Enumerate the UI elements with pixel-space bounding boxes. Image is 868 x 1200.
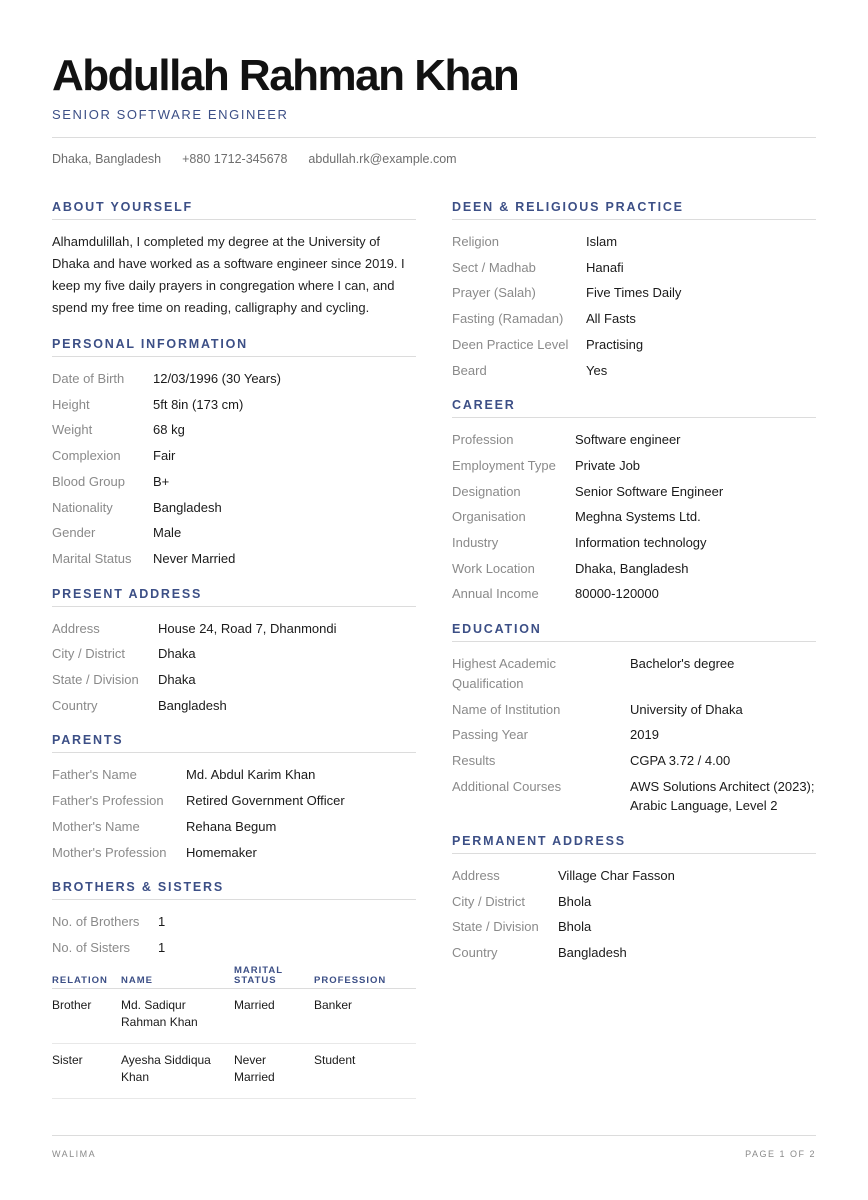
field-label: Blood Group [52, 473, 125, 489]
field-label: No. of Brothers [52, 914, 140, 930]
section-title: BROTHERS & SISTERS [52, 880, 416, 900]
list-item [52, 938, 416, 958]
list-item [52, 420, 416, 440]
contact-location: Dhaka, Bangladesh [52, 152, 162, 166]
field-value: Private Job [575, 457, 641, 473]
section-title: ABOUT YOURSELF [52, 200, 416, 220]
table-row [52, 1043, 416, 1098]
field-label: Industry [452, 535, 499, 551]
career-list [452, 430, 816, 604]
field-value: Meghna Systems Ltd. [575, 509, 701, 525]
list-item [52, 817, 416, 837]
section-parents [52, 733, 416, 862]
section-title: PARENTS [52, 733, 416, 753]
list-item [452, 777, 816, 816]
list-item [52, 670, 416, 690]
field-value: 5ft 8in (173 cm) [153, 396, 244, 412]
field-value: Yes [586, 362, 608, 378]
deen-list [452, 232, 816, 380]
field-value: Information technology [575, 535, 707, 551]
field-value: Bangladesh [558, 945, 627, 961]
section-title: DEEN & RELIGIOUS PRACTICE [452, 200, 816, 220]
section-permanent-address [452, 834, 816, 963]
field-label: State / Division [52, 672, 139, 688]
field-value: Bhola [558, 893, 592, 909]
sibling-relation: Sister [52, 1043, 121, 1098]
section-about [52, 200, 416, 319]
list-item [452, 700, 816, 720]
field-label: Name of Institution [452, 701, 561, 717]
personal-info-list [52, 369, 416, 569]
contact-phone: +880 1712-345678 [182, 152, 288, 166]
education-list [452, 654, 816, 816]
field-label: Passing Year [452, 727, 528, 743]
right-column [452, 200, 816, 981]
field-value: All Fasts [586, 311, 636, 327]
list-item [452, 335, 816, 355]
sibling-relation: Brother [52, 988, 121, 1043]
section-title: PERMANENT ADDRESS [452, 834, 816, 854]
about-text: Alhamdulillah, I completed my degree at the University of Dhaka and have worked as a software engineer since 2019. I keep my five daily prayers in congregation where I can, and spend my free time on reading, calligraphy and cycling. [52, 234, 405, 315]
list-item [452, 309, 816, 329]
sibling-marital-status: Never Married [234, 1043, 314, 1098]
list-item [452, 258, 816, 278]
section-siblings [52, 880, 416, 1098]
list-item [452, 943, 816, 963]
list-item [452, 507, 816, 527]
field-value: Bhola [558, 919, 592, 935]
sibling-profession: Banker [314, 988, 416, 1043]
list-item [452, 456, 816, 476]
list-item [52, 619, 416, 639]
field-value: Islam [586, 234, 618, 249]
field-label: Mother's Name [52, 818, 140, 834]
field-value: 12/03/1996 (30 Years) [153, 371, 281, 386]
field-value: Dhaka, Bangladesh [575, 560, 689, 576]
section-education [452, 622, 816, 816]
field-value: Homemaker [186, 844, 257, 860]
footer-brand: WALIMA [52, 1149, 97, 1159]
section-deen [452, 200, 816, 380]
sibling-profession: Student [314, 1043, 416, 1098]
list-item [52, 696, 416, 716]
field-label: Address [452, 868, 500, 884]
list-item [52, 765, 416, 785]
field-label: Results [452, 752, 496, 768]
permanent-address-list [452, 866, 816, 963]
footer-divider [52, 1135, 816, 1136]
field-label: Organisation [452, 509, 526, 525]
sibling-name: Md. Sadiqur Rahman Khan [121, 988, 234, 1043]
list-item [52, 912, 416, 932]
list-item [452, 917, 816, 937]
sibling-name: Ayesha Siddiqua Khan [121, 1043, 234, 1098]
field-value: 1 [158, 939, 166, 955]
present-address-list [52, 619, 416, 716]
field-value: Never Married [153, 550, 236, 566]
section-personal-information [52, 337, 416, 569]
list-item [52, 395, 416, 415]
field-value: University of Dhaka [630, 701, 743, 717]
header-divider [52, 137, 816, 138]
list-item [452, 584, 816, 604]
list-item [52, 369, 416, 389]
field-label: Weight [52, 422, 93, 438]
field-label: Nationality [52, 499, 113, 515]
list-item [52, 791, 416, 811]
field-value: Md. Abdul Karim Khan [186, 767, 316, 783]
list-item [452, 283, 816, 303]
field-label: Highest Academic Qualification [452, 656, 557, 691]
column-header-profession: PROFESSION [314, 966, 416, 989]
list-item [52, 644, 416, 664]
list-item [452, 232, 816, 252]
list-item [52, 523, 416, 543]
table-row [52, 988, 416, 1043]
list-item [452, 533, 816, 553]
list-item [52, 498, 416, 518]
field-value: Retired Government Officer [186, 793, 345, 809]
column-header-marital-status: MARITAL STATUS [234, 966, 314, 989]
field-value: Bangladesh [158, 697, 227, 713]
field-value: AWS Solutions Architect (2023); Arabic Language, Level 2 [630, 778, 815, 814]
field-label: State / Division [452, 919, 539, 935]
field-label: Deen Practice Level [452, 336, 569, 352]
field-value: House 24, Road 7, Dhanmondi [158, 620, 337, 636]
section-title: CAREER [452, 398, 816, 418]
field-label: No. of Sisters [52, 939, 131, 955]
list-item [452, 482, 816, 502]
list-item [452, 430, 816, 450]
field-value: Software engineer [575, 432, 681, 448]
field-label: City / District [452, 893, 525, 909]
column-header-relation: RELATION [52, 966, 121, 989]
field-value: Senior Software Engineer [575, 483, 724, 499]
column-header-name: NAME [121, 966, 234, 989]
field-label: City / District [52, 646, 125, 662]
field-label: Annual Income [452, 586, 539, 602]
list-item [52, 446, 416, 466]
section-career [452, 398, 816, 604]
field-value: Five Times Daily [586, 285, 682, 301]
field-value: 2019 [630, 727, 659, 743]
section-present-address [52, 587, 416, 716]
list-item [452, 751, 816, 771]
list-item [52, 472, 416, 492]
field-value: 80000-120000 [575, 586, 659, 602]
list-item [52, 843, 416, 863]
field-label: Father's Profession [52, 793, 164, 809]
field-value: Bangladesh [153, 499, 222, 515]
field-value: Rehana Begum [186, 818, 277, 834]
field-value: Hanafi [586, 259, 624, 275]
list-item [452, 361, 816, 381]
field-label: Sect / Madhab [452, 259, 536, 275]
section-title: EDUCATION [452, 622, 816, 642]
siblings-count-list [52, 912, 416, 957]
section-title: PERSONAL INFORMATION [52, 337, 416, 357]
field-label: Complexion [52, 448, 121, 464]
list-item [452, 654, 816, 693]
field-value: B+ [153, 473, 170, 489]
field-label: Mother's Profession [52, 844, 167, 860]
field-label: Address [52, 620, 100, 636]
siblings-table-header [52, 966, 416, 989]
parents-list [52, 765, 416, 862]
field-label: Gender [52, 525, 96, 541]
field-label: Marital Status [52, 550, 132, 566]
field-label: Employment Type [452, 457, 556, 473]
siblings-table [52, 966, 416, 1099]
field-value: 68 kg [153, 422, 185, 438]
candidate-role: SENIOR SOFTWARE ENGINEER [52, 107, 289, 122]
field-label: Prayer (Salah) [452, 285, 536, 301]
list-item [452, 866, 816, 886]
footer-page-number: PAGE 1 OF 2 [745, 1149, 816, 1159]
field-label: Country [452, 945, 498, 961]
list-item [452, 559, 816, 579]
list-item [452, 892, 816, 912]
field-label: Additional Courses [452, 778, 562, 794]
field-value: Male [153, 525, 182, 541]
field-value: Village Char Fasson [558, 868, 675, 884]
field-value: 1 [158, 914, 166, 930]
contact-line [52, 152, 457, 166]
field-value: Dhaka [158, 672, 196, 688]
biodata-page [52, 0, 816, 1200]
field-value: Practising [586, 336, 644, 352]
list-item [452, 725, 816, 745]
field-label: Profession [452, 432, 514, 448]
field-label: Designation [452, 483, 521, 499]
field-value: CGPA 3.72 / 4.00 [630, 752, 731, 768]
contact-email: abdullah.rk@example.com [308, 152, 457, 166]
field-value: Dhaka [158, 646, 196, 662]
sibling-marital-status: Married [234, 988, 314, 1043]
field-label: Country [52, 697, 98, 713]
field-label: Beard [452, 362, 487, 378]
candidate-name: Abdullah Rahman Khan [52, 51, 519, 100]
field-label: Father's Name [52, 767, 137, 783]
section-title: PRESENT ADDRESS [52, 587, 416, 607]
field-label: Work Location [452, 560, 535, 576]
field-label: Date of Birth [52, 371, 125, 386]
field-value: Bachelor's degree [630, 656, 735, 672]
field-label: Religion [452, 234, 499, 249]
field-label: Height [52, 396, 90, 412]
list-item [52, 549, 416, 569]
field-value: Fair [153, 448, 176, 464]
left-column [52, 200, 416, 1117]
field-label: Fasting (Ramadan) [452, 311, 564, 327]
